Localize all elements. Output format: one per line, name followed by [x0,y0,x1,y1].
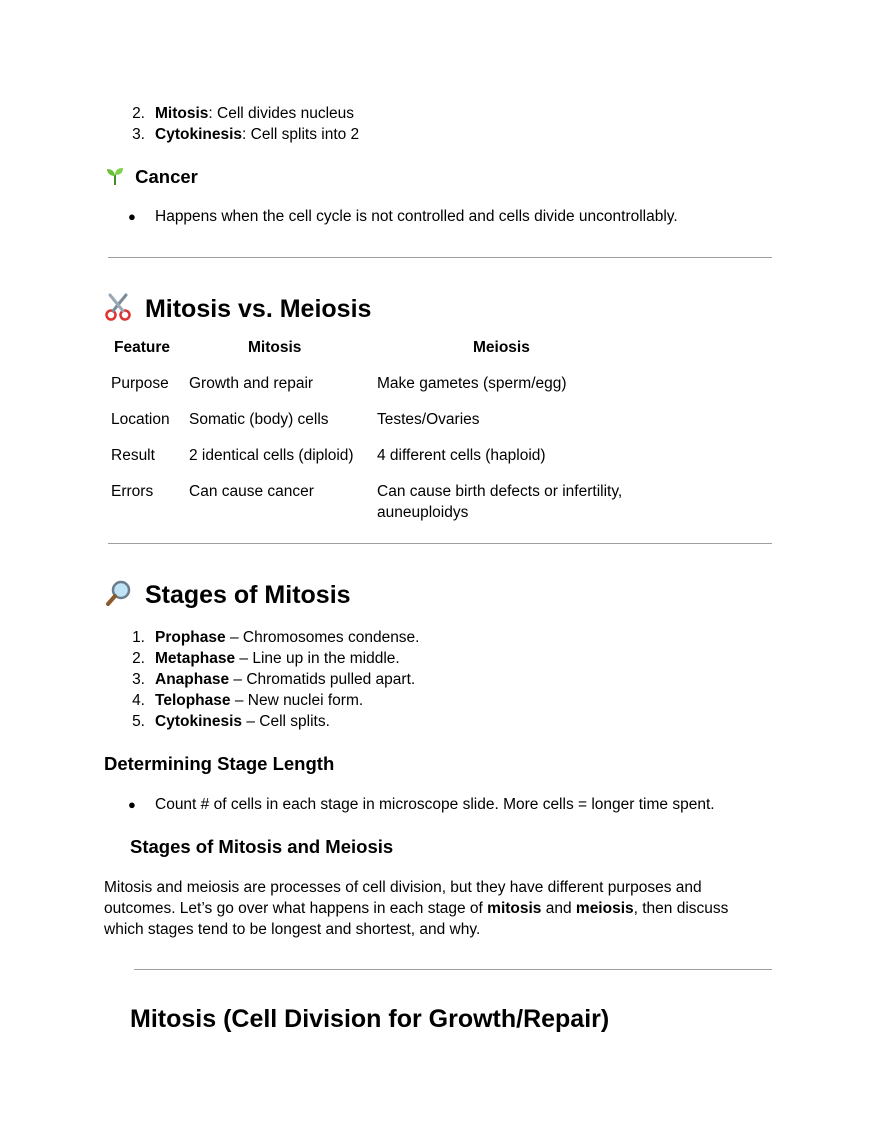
bullet-icon: ● [128,209,136,224]
list-item: 2. Mitosis: Cell divides nucleus [132,105,355,122]
divider [134,969,772,970]
list-item: 2. Metaphase – Line up in the middle. [132,650,400,667]
bullet-icon: ● [128,797,136,812]
divider [108,543,772,544]
intro-paragraph: Mitosis and meiosis are processes of cell division, but they have different purposes and outcomes. Let’s go over what happens in each stage of mitosis and meiosis, then discuss which stages tend to be longest and shortest, and why. [104,879,729,938]
term-mitosis: Mitosis [155,105,209,122]
comparison-heading: Mitosis vs. Meiosis [104,292,371,329]
document-page: 2. Mitosis: Cell divides nucleus 3. Cytokinesis: Cell splits into 2 Cancer ● Happens when the cell cycle is not controlled and cells divide uncontrollably. Mitosis vs. Meiosis Feature Mitosis Meiosis Purpose Growth and repair Make gametes (sperm/egg) Location Somatic (body) cells Testes/Ovaries Result 2 identical cells (diploid) 4 different cells (haploid) Errors Can cause cancer Can cause birth defects or infertility, auneuploidys Stages of Mitosis 1. Prophase – Chromosomes condense. 2. Metaphase – Line up in the middle. 3. Anaphase – Chromatids pulled apart. 4. Telophase – New nuclei form. 5. Cytokinesis – Cell splits. Determining Stage Length ● Count # of cells in each stage in microscope slide. More cells = longer time spent. Stages of Mitosis and Meiosis Mitosis and meiosis are processes of cell division, but they have different purposes and outcomes. Let’s go over what happens in each stage of mitosis and meiosis, then discuss which stages tend to be longest and shortest, and why. Mitosis (Cell Division for Growth/Repair) [0,0,880,1139]
stage-length-heading: Determining Stage Length [104,753,335,774]
seedling-icon [104,165,126,192]
list-item: 3. Anaphase – Chromatids pulled apart. [132,671,416,688]
list-item: 4. Telophase – New nuclei form. [132,692,364,709]
magnifier-icon [104,578,134,615]
list-item: 3. Cytokinesis: Cell splits into 2 [132,126,360,143]
divider [108,257,772,258]
mitosis-section-heading: Mitosis (Cell Division for Growth/Repair) [130,1005,610,1033]
table-header: Meiosis [473,339,530,356]
stages-heading: Stages of Mitosis [104,578,351,615]
table-header: Mitosis [248,339,302,356]
list-item: 1. Prophase – Chromosomes condense. [132,629,420,646]
list-item: 5. Cytokinesis – Cell splits. [132,713,330,730]
scissors-icon [104,292,134,329]
cancer-heading: Cancer [104,165,198,192]
term-cytokinesis: Cytokinesis [155,126,243,143]
table-header: Feature [114,339,170,356]
stages-mm-heading: Stages of Mitosis and Meiosis [130,836,394,857]
